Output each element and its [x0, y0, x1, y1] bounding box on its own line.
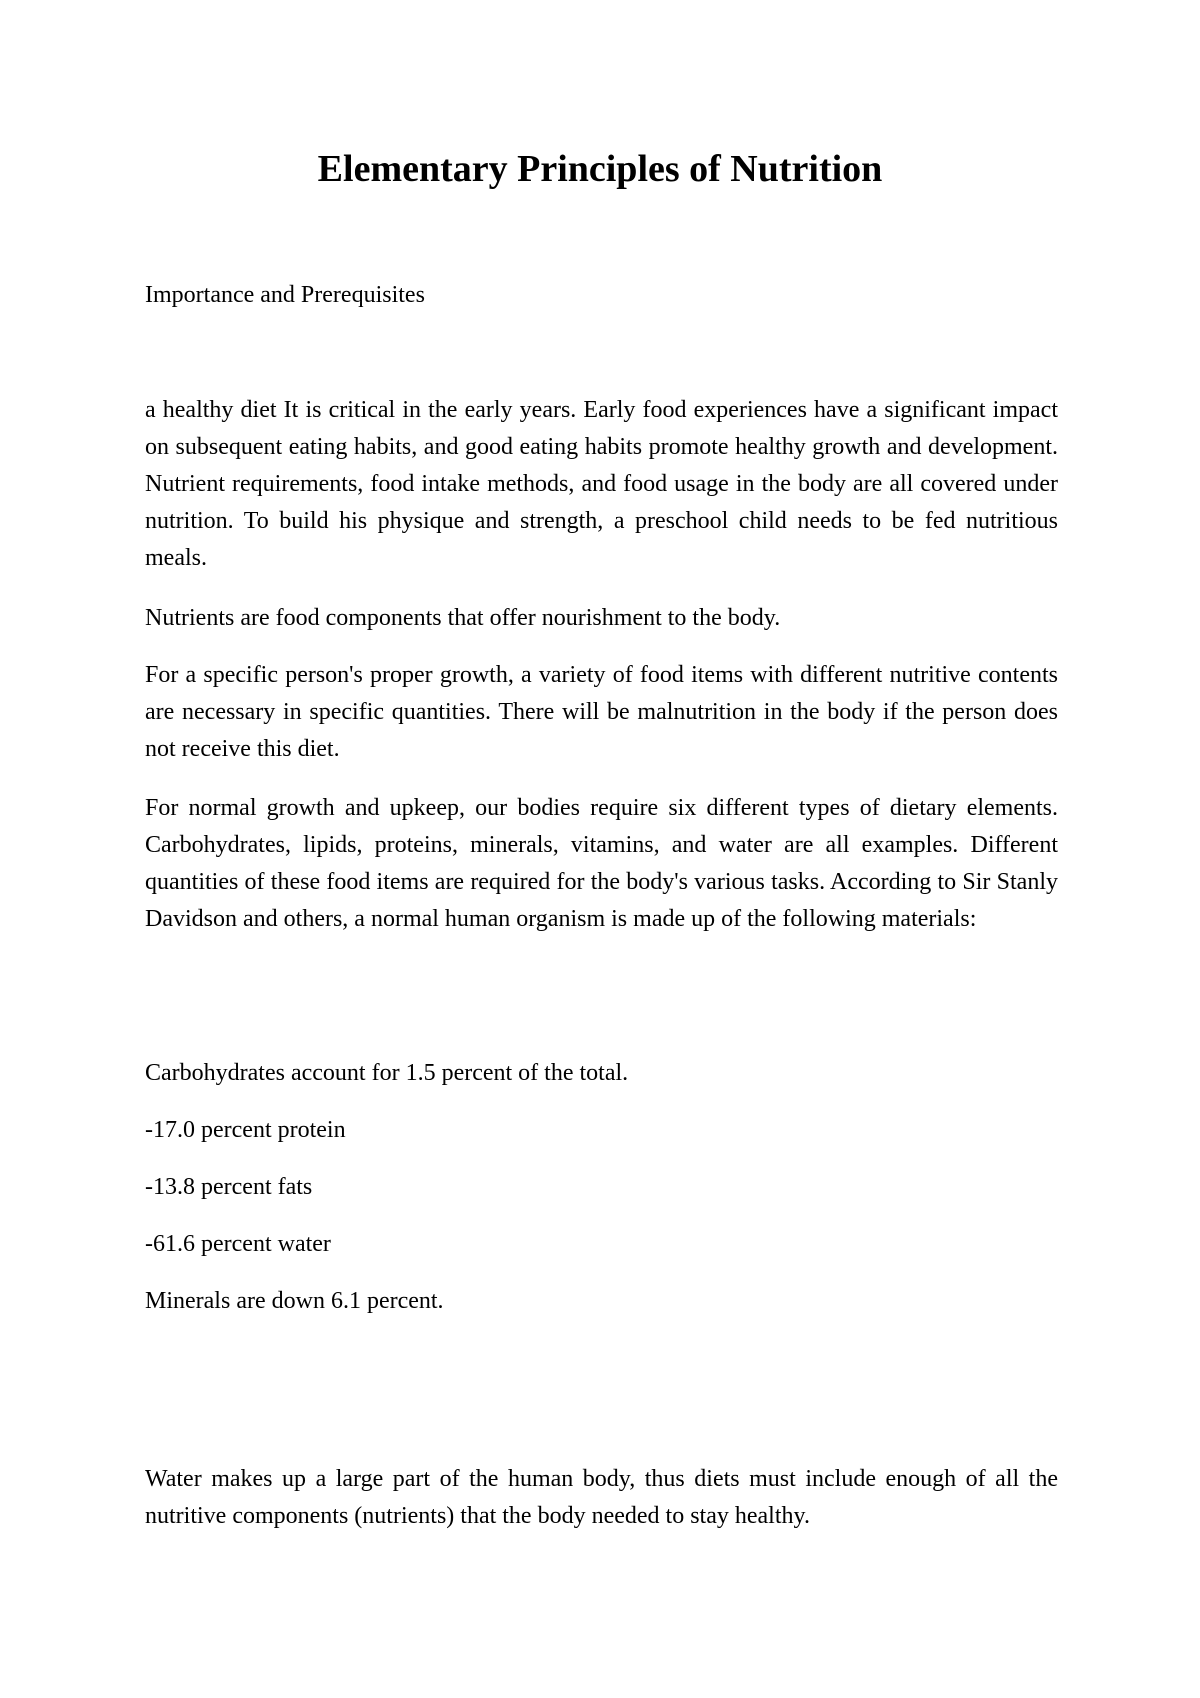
intro-paragraph: a healthy diet It is critical in the early years. Early food experiences have a significant impact on subsequent eating habits, and good eating habits promote healthy growth and development. Nutrient requirements, food intake methods, and food usage in the body are all covered under nutrition. To build his physique and strength, a preschool child needs to be fed nutritious meals.: [145, 397, 1058, 571]
composition-line-minerals: Minerals are down 6.1 percent.: [145, 1288, 444, 1314]
page-title: Elementary Principles of Nutrition: [317, 148, 883, 190]
composition-line-water: -61.6 percent water: [145, 1231, 331, 1257]
closing-paragraph: Water makes up a large part of the human body, thus diets must include enough of all the nutritive components (nutrients) that the body needed to stay healthy.: [145, 1466, 1058, 1529]
composition-line-fats: -13.8 percent fats: [145, 1174, 313, 1200]
dietary-elements-paragraph: For normal growth and upkeep, our bodies require six different types of dietary elements. Carbohydrates, lipids, proteins, minerals, vitamins, and water are all examples. Different quantities of these food items are required for the body's various tasks. According to Sir Stanly Davidson and others, a normal human organism is made up of the following materials:: [145, 795, 1058, 932]
proper-growth-paragraph: For a specific person's proper growth, a variety of food items with different nutritive contents are necessary in specific quantities. There will be malnutrition in the body if the person does not receive this diet.: [145, 662, 1058, 762]
section-subheading: Importance and Prerequisites: [145, 282, 425, 308]
composition-line-protein: -17.0 percent protein: [145, 1117, 346, 1143]
composition-line-carbohydrates: Carbohydrates account for 1.5 percent of the total.: [145, 1060, 629, 1086]
nutrients-definition-paragraph: Nutrients are food components that offer nourishment to the body.: [145, 605, 781, 631]
